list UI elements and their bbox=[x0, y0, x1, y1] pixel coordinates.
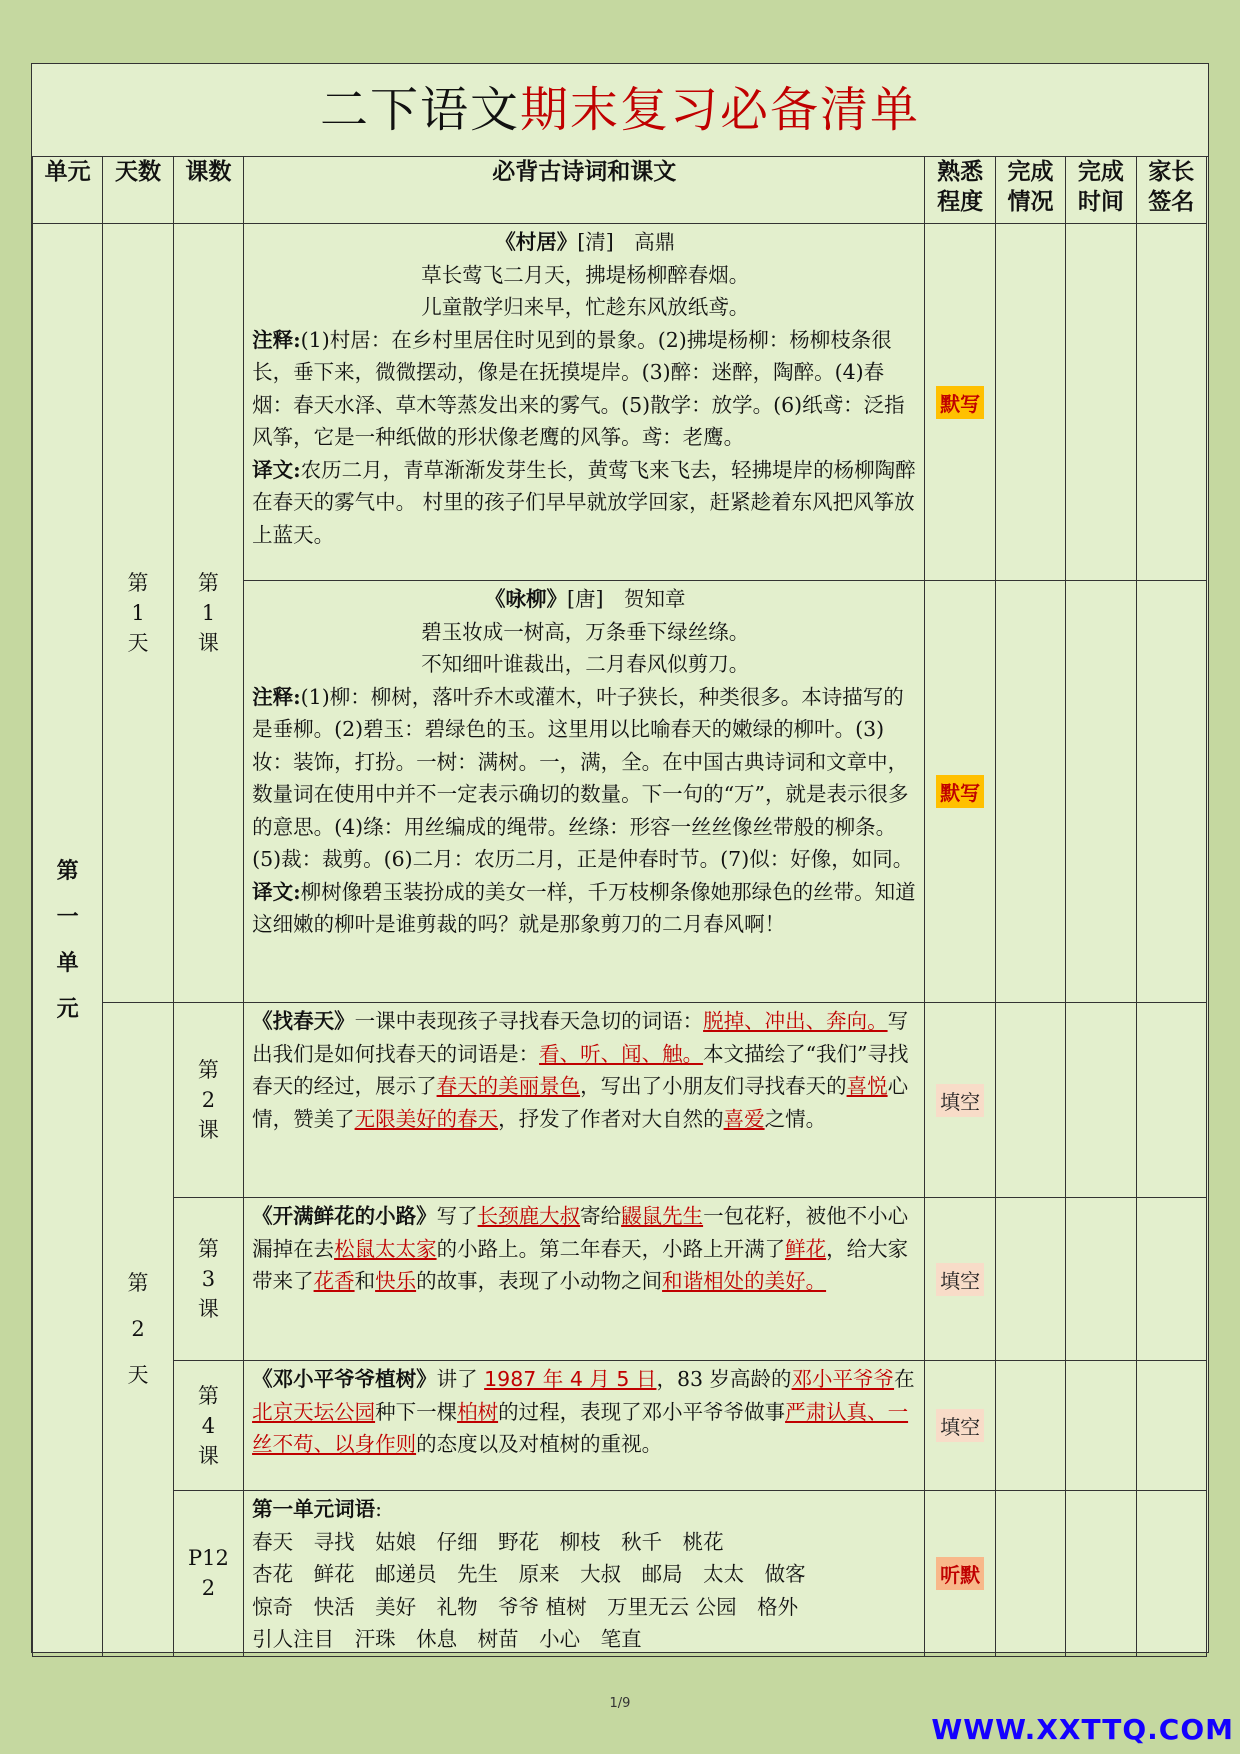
text2-content bbox=[244, 1003, 925, 1198]
header-content: 必背古诗词和课文 bbox=[244, 157, 925, 224]
checklist-table bbox=[32, 156, 1207, 1657]
text4-t6: 的态度以及对植树的重视。 bbox=[416, 1432, 663, 1456]
lesson1-char-3: 课 bbox=[197, 631, 219, 655]
header-unit: 单元 bbox=[33, 157, 103, 224]
header-status-2: 情况 bbox=[1007, 189, 1054, 215]
poem1-line2: 儿童散学归来早，忙趁东风放纸鸢。 bbox=[421, 295, 750, 319]
text3-r5: 花香 bbox=[313, 1269, 355, 1293]
text2-r4: 喜悦 bbox=[846, 1074, 888, 1098]
unit-char-2: 一 bbox=[56, 903, 79, 930]
header-time-2: 时间 bbox=[1077, 189, 1124, 215]
watermark-logo: WWW.XXTTQ.COM bbox=[931, 1713, 1234, 1746]
text3-t7: 的故事，表现了小动物之间 bbox=[416, 1269, 663, 1293]
text3-r7: 和谐相处的美好。 bbox=[662, 1269, 827, 1293]
poem1-notes bbox=[252, 324, 918, 454]
poem2-heading bbox=[252, 583, 918, 616]
poem1-translation bbox=[252, 454, 918, 552]
poem1-status-cell[interactable] bbox=[995, 224, 1065, 581]
unit-char-3: 单 bbox=[56, 949, 79, 976]
table-row-lesson2 bbox=[33, 1003, 1207, 1198]
text4-t2: ，83 岁高龄的 bbox=[656, 1367, 792, 1391]
poem2-trans-text: 柳树像碧玉装扮成的美女一样，千万枝柳条像她那绿色的丝带。知道这细嫩的柳叶是谁剪裁的吗？就是那象剪刀的二月春风啊！ bbox=[252, 879, 916, 936]
poem2-note-text: (1)柳：柳树，落叶乔木或灌木，叶子狭长，种类很多。本诗描写的是垂柳。(2)碧玉：碧绿色的玉。这里用以比喻春天的嫩绿的柳叶。(3)妆：装饰，打扮。一树：满树。一，满，全。在中国古典诗词和文章中，数量词在使用中并不一定表示确切的数量。下一句的“万”，就是表示很多的意思。(4)绦：用丝编成的绳带。丝绦：形容一丝丝像丝带般的柳条。(5)裁：裁剪。(6)二月：农历二月，正是仲春时节。(7)似：好像，如同。 bbox=[252, 684, 914, 871]
text3-status-cell[interactable] bbox=[995, 1198, 1065, 1361]
poem2-author: [唐] 贺知章 bbox=[567, 587, 686, 611]
text4-content bbox=[244, 1361, 925, 1491]
poem1-author: [清] 高鼎 bbox=[577, 230, 676, 254]
text4-t4: 种下一棵 bbox=[375, 1399, 458, 1424]
lesson1-char-1: 第 bbox=[197, 571, 219, 595]
poem2-content bbox=[244, 581, 925, 1003]
text2-t6: ，抒发了作者对大自然的 bbox=[498, 1106, 724, 1131]
text3-r3: 松鼠太太家 bbox=[334, 1236, 437, 1261]
words-row2: 杏花 鲜花 邮递员 先生 原来 大叔 邮局 太太 做客 bbox=[252, 1562, 806, 1586]
text3-badge: 填空 bbox=[936, 1263, 984, 1296]
poem1-trans-label: 译文: bbox=[252, 457, 301, 482]
header-days: 天数 bbox=[103, 157, 173, 224]
poem1-badge: 默写 bbox=[936, 386, 984, 419]
text2-r5: 无限美好的春天 bbox=[354, 1106, 499, 1131]
text2-title: 《找春天》 bbox=[252, 1009, 355, 1033]
text2-t2: 写出我们是如何找春天的词语是： bbox=[252, 1009, 909, 1066]
table-row-lesson4 bbox=[33, 1361, 1207, 1491]
text3-t2: 寄给 bbox=[580, 1204, 622, 1228]
poem2-line2: 不知细叶谁裁出，二月春风似剪刀。 bbox=[421, 652, 750, 676]
lesson5-char-1: P12 bbox=[187, 1546, 229, 1571]
text2-sign-cell[interactable] bbox=[1136, 1003, 1206, 1198]
text4-time-cell[interactable] bbox=[1066, 1361, 1136, 1491]
words-title: 第一单元词语 bbox=[252, 1497, 376, 1521]
text3-t4: 的小路上。第二年春天，小路上开满了 bbox=[436, 1236, 786, 1261]
unit-cell bbox=[33, 224, 103, 1657]
poem1-content bbox=[244, 224, 925, 581]
text2-r6: 喜爱 bbox=[723, 1106, 765, 1131]
day2-char-3: 天 bbox=[127, 1363, 149, 1388]
words-time-cell[interactable] bbox=[1066, 1491, 1136, 1657]
page-title bbox=[32, 64, 1208, 157]
text2-t5: 心情，赞美了 bbox=[252, 1074, 909, 1131]
header-row bbox=[33, 157, 1207, 224]
lesson2-char-2: 2 bbox=[201, 1088, 216, 1112]
checklist-sheet bbox=[31, 63, 1209, 1653]
poem2-title: 《咏柳》 bbox=[485, 587, 568, 611]
text3-t6: 和 bbox=[354, 1269, 376, 1293]
poem1-trans-text: 农历二月，青草渐渐发芽生长，黄莺飞来飞去，轻拂堤岸的杨柳陶醉在春天的雾气中。 村里的孩子们早早就放学回家，赶紧趁着东风把风筝放上蓝天。 bbox=[252, 457, 916, 547]
header-familiar-2: 程度 bbox=[937, 189, 984, 215]
lesson2-char-1: 第 bbox=[197, 1058, 219, 1082]
table-row-poem1 bbox=[33, 224, 1207, 581]
poem1-heading bbox=[252, 226, 918, 259]
day2-char-1: 第 bbox=[127, 1271, 149, 1296]
lesson4-cell bbox=[173, 1361, 243, 1491]
day1-char-2: 1 bbox=[131, 601, 145, 625]
text2-t1: 一课中表现孩子寻找春天急切的词语： bbox=[354, 1009, 704, 1033]
header-time-1: 完成 bbox=[1077, 159, 1124, 185]
text2-t4: ，写出了小朋友们寻找春天的 bbox=[580, 1074, 847, 1098]
text2-t3: 本文描绘了“我们”寻找春天的经过，展示了 bbox=[252, 1041, 909, 1098]
poem2-line1: 碧玉妆成一树高，万条垂下绿丝绦。 bbox=[421, 619, 750, 644]
text2-time-cell[interactable] bbox=[1066, 1003, 1136, 1198]
words-row1: 春天 寻找 姑娘 仔细 野花 柳枝 秋千 桃花 bbox=[252, 1529, 724, 1554]
words-badge: 听默 bbox=[936, 1557, 984, 1590]
poem2-trans-label: 译文: bbox=[252, 879, 301, 904]
day1-cell bbox=[103, 224, 173, 1003]
text3-content bbox=[244, 1198, 925, 1361]
lesson3-cell bbox=[173, 1198, 243, 1361]
header-sign-2: 签名 bbox=[1148, 189, 1195, 215]
text4-r5: 严肃认真、一丝不苟、以身作则 bbox=[252, 1399, 909, 1456]
poem1-line1: 草长莺飞二月天，拂堤杨柳醉春烟。 bbox=[421, 262, 750, 287]
header-sign bbox=[1136, 157, 1206, 224]
text2-familiar-cell bbox=[925, 1003, 995, 1198]
words-row4: 引人注目 汗珠 休息 树苗 小心 笔直 bbox=[252, 1627, 642, 1651]
text4-familiar-cell bbox=[925, 1361, 995, 1491]
poem2-badge: 默写 bbox=[936, 775, 984, 808]
poem2-sign-cell[interactable] bbox=[1136, 581, 1206, 1003]
text3-title: 《开满鲜花的小路》 bbox=[252, 1204, 437, 1228]
text4-r3: 北京天坛公园 bbox=[252, 1399, 376, 1424]
poem1-familiar-cell bbox=[925, 224, 995, 581]
poem2-status-cell[interactable] bbox=[995, 581, 1065, 1003]
text4-title: 《邓小平爷爷植树》 bbox=[252, 1367, 437, 1391]
lesson3-char-3: 课 bbox=[197, 1297, 219, 1321]
text4-r1: 1987 年 4 月 5 日 bbox=[484, 1367, 657, 1391]
header-familiar bbox=[925, 157, 995, 224]
lesson2-char-3: 课 bbox=[197, 1118, 219, 1142]
lesson4-char-1: 第 bbox=[197, 1383, 219, 1408]
table-row-lesson3 bbox=[33, 1198, 1207, 1361]
text4-r2: 邓小平爷爷 bbox=[791, 1367, 895, 1391]
day2-cell bbox=[103, 1003, 173, 1657]
header-status bbox=[995, 157, 1065, 224]
header-time bbox=[1066, 157, 1136, 224]
words-familiar-cell bbox=[925, 1491, 995, 1657]
lesson3-char-1: 第 bbox=[197, 1237, 219, 1261]
text2-r2: 看、听、闻、触。 bbox=[539, 1041, 704, 1066]
day2-char-2: 2 bbox=[131, 1317, 145, 1342]
poem1-sign-cell[interactable] bbox=[1136, 224, 1206, 581]
poem1-note-label: 注释: bbox=[252, 327, 301, 352]
text3-sign-cell[interactable] bbox=[1136, 1198, 1206, 1361]
text3-r6: 快乐 bbox=[375, 1269, 417, 1293]
text3-r4: 鲜花 bbox=[785, 1236, 827, 1261]
text2-r1: 脱掉、冲出、奔向。 bbox=[703, 1009, 888, 1033]
text3-t5: ，给大家带来了 bbox=[252, 1236, 909, 1293]
header-familiar-1: 熟悉 bbox=[937, 159, 984, 185]
text2-t7: 之情。 bbox=[764, 1106, 827, 1131]
text3-r2: 鼹鼠先生 bbox=[621, 1204, 704, 1228]
poem2-translation bbox=[252, 876, 918, 941]
title-part2: 期末复习必备清单 bbox=[520, 82, 921, 138]
text3-t3: 一包花籽，被他不小心漏掉在去 bbox=[252, 1204, 909, 1261]
words-colon: : bbox=[375, 1497, 382, 1521]
day1-char-3: 天 bbox=[127, 631, 149, 655]
text2-badge: 填空 bbox=[936, 1084, 984, 1117]
lesson4-char-3: 课 bbox=[197, 1443, 219, 1468]
text3-familiar-cell bbox=[925, 1198, 995, 1361]
unit-char-1: 第 bbox=[56, 857, 79, 884]
text2-r3: 春天的美丽景色 bbox=[436, 1074, 581, 1098]
text4-r4: 柏树 bbox=[457, 1399, 499, 1424]
page-number: 1/9 bbox=[609, 1696, 631, 1711]
lesson4-char-2: 4 bbox=[201, 1413, 216, 1438]
words-heading bbox=[252, 1493, 918, 1526]
text2-status-cell[interactable] bbox=[995, 1003, 1065, 1198]
poem2-note-label: 注释: bbox=[252, 684, 301, 709]
poem2-notes bbox=[252, 681, 918, 876]
text4-t5: 的过程，表现了邓小平爷爷做事 bbox=[498, 1399, 786, 1424]
text3-t1: 写了 bbox=[436, 1204, 478, 1228]
unit-char-4: 元 bbox=[56, 995, 79, 1022]
header-sign-1: 家长 bbox=[1148, 159, 1195, 185]
lesson5-cell bbox=[173, 1491, 243, 1657]
words-sign-cell[interactable] bbox=[1136, 1491, 1206, 1657]
poem1-time-cell[interactable] bbox=[1066, 224, 1136, 581]
text4-badge: 填空 bbox=[936, 1409, 984, 1442]
day1-char-1: 第 bbox=[127, 571, 149, 595]
text4-sign-cell[interactable] bbox=[1136, 1361, 1206, 1491]
title-part1: 二下语文 bbox=[319, 82, 520, 138]
text3-time-cell[interactable] bbox=[1066, 1198, 1136, 1361]
lesson1-cell bbox=[173, 224, 243, 1003]
text3-r1: 长颈鹿大叔 bbox=[477, 1204, 581, 1228]
poem1-note-text: (1)村居：在乡村里居住时见到的景象。(2)拂堤杨柳：杨柳枝条很长，垂下来，微微摆动，像是在抚摸堤岸。(3)醉：迷醉，陶醉。(4)春烟：春天水泽、草木等蒸发出来的雾气。(5)散学：放学。(6)纸鸢：泛指风筝，它是一种纸做的形状像老鹰的风筝。鸢：老鹰。 bbox=[252, 327, 905, 449]
table-row-words bbox=[33, 1491, 1207, 1657]
lesson3-char-2: 3 bbox=[201, 1267, 216, 1291]
lesson5-char-2: 2 bbox=[201, 1576, 216, 1601]
poem1-title: 《村居》 bbox=[495, 230, 578, 254]
text4-t3: 在 bbox=[894, 1367, 915, 1391]
text4-t1: 讲了 bbox=[436, 1367, 485, 1391]
poem2-time-cell[interactable] bbox=[1066, 581, 1136, 1003]
words-content bbox=[244, 1491, 925, 1657]
lesson2-cell bbox=[173, 1003, 243, 1198]
words-status-cell[interactable] bbox=[995, 1491, 1065, 1657]
words-row3: 惊奇 快活 美好 礼物 爷爷 植树 万里无云 公园 格外 bbox=[252, 1594, 799, 1619]
header-status-1: 完成 bbox=[1007, 159, 1054, 185]
text4-status-cell[interactable] bbox=[995, 1361, 1065, 1491]
header-lesson: 课数 bbox=[173, 157, 243, 224]
lesson1-char-2: 1 bbox=[201, 601, 216, 625]
poem2-familiar-cell bbox=[925, 581, 995, 1003]
